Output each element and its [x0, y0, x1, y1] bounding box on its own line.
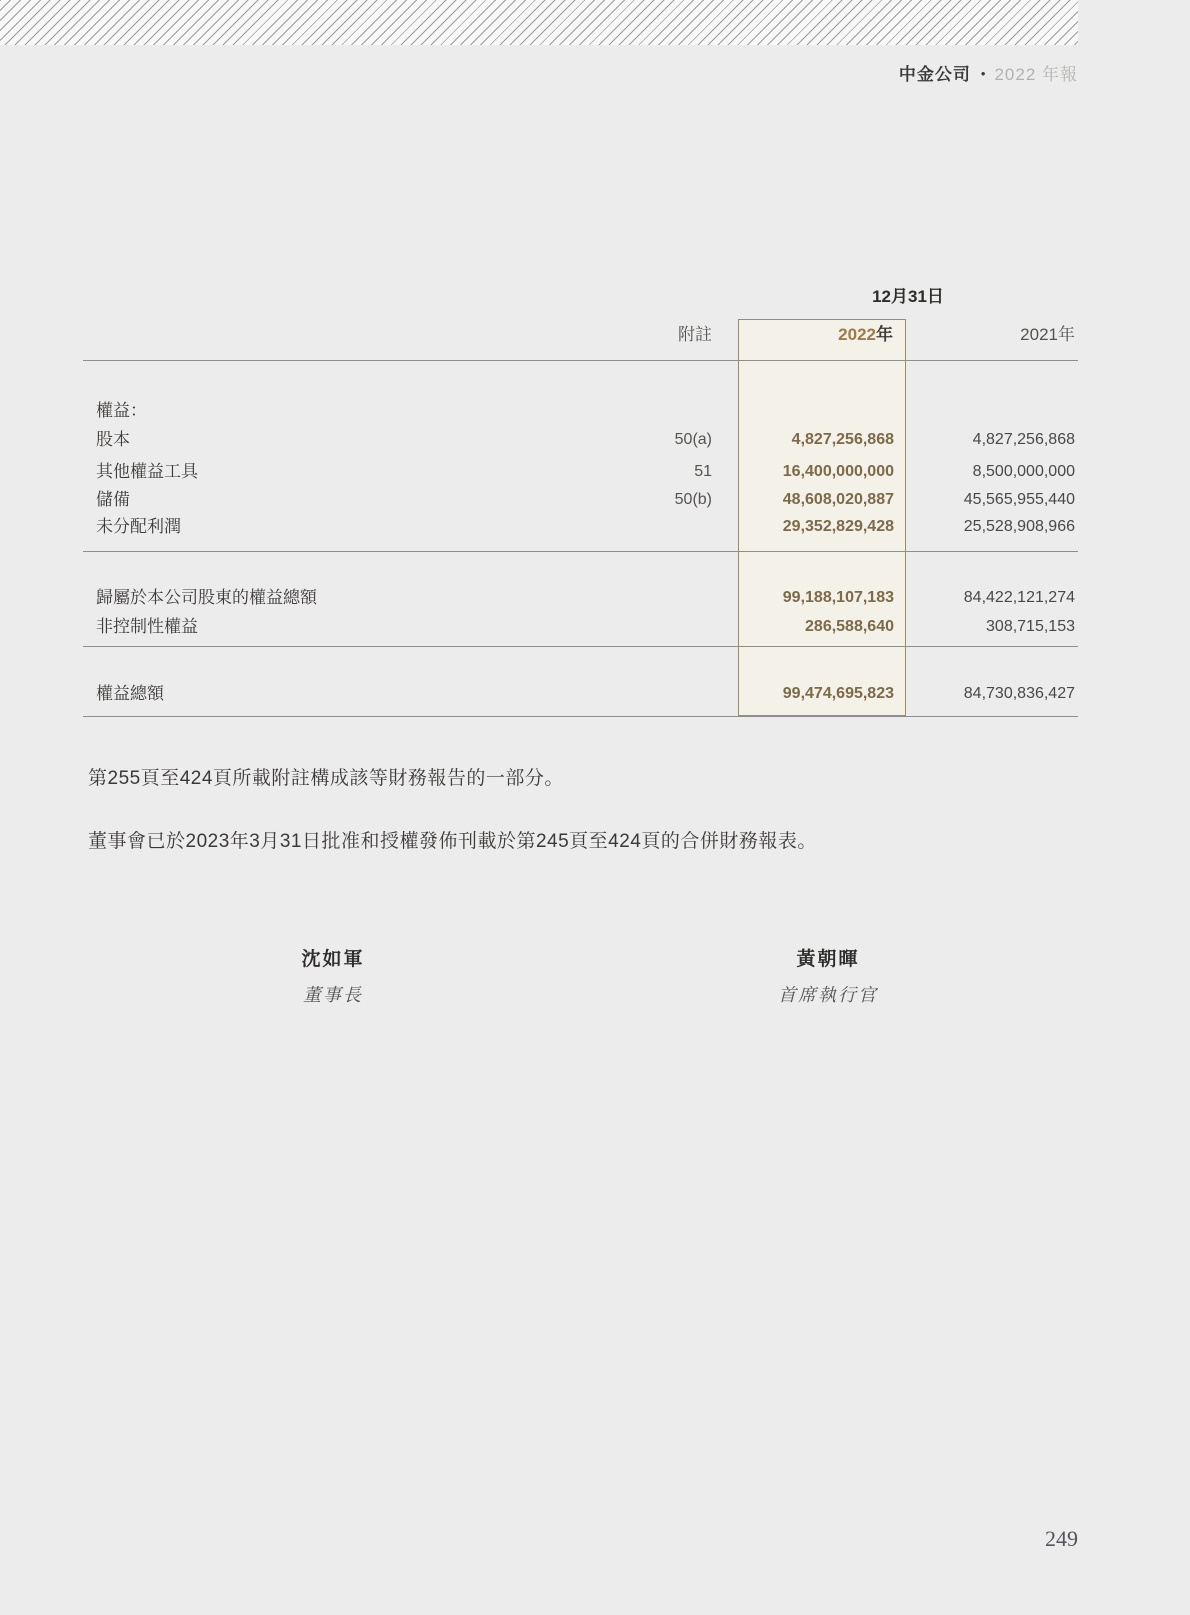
table-row: [83, 514, 1078, 540]
row-label: 權益總額: [96, 684, 164, 703]
row-value-2021: 8,500,000,000: [972, 463, 1075, 480]
row-value-2022: 99,474,695,823: [782, 685, 894, 702]
table-rule-top: [83, 360, 1078, 361]
row-label: 儲備: [96, 490, 130, 509]
table-row: [83, 585, 1078, 611]
year-2022-column-header: [838, 313, 893, 357]
table-header-row: [83, 313, 1078, 357]
row-value-2022: 99,188,107,183: [782, 589, 894, 606]
year-2022-suffix: 年: [876, 325, 893, 344]
signature-ceo: [698, 944, 958, 1007]
report-year-title: 2022 年報: [994, 65, 1078, 84]
board-approval-paragraph: 董事會已於2023年3月31日批准和授權發佈刊載於第245頁至424頁的合併財務報表。: [88, 831, 817, 852]
table-rule-total: [83, 646, 1078, 647]
company-name: 中金公司: [898, 65, 971, 84]
table-row: [83, 681, 1078, 707]
row-note-ref: 51: [694, 463, 712, 480]
row-value-2021: 308,715,153: [986, 618, 1075, 635]
hatch-pattern-band: [0, 0, 1078, 45]
row-note-ref: 50(b): [674, 491, 712, 508]
row-label: 未分配利潤: [96, 517, 181, 536]
page-number: 249: [1045, 1526, 1078, 1551]
row-value-2021: 45,565,955,440: [963, 491, 1075, 508]
row-label: 非控制性權益: [96, 617, 198, 636]
row-label: 股本: [96, 430, 130, 449]
table-rule-subtotal: [83, 551, 1078, 552]
notes-reference-paragraph: 第255頁至424頁所載附註構成該等財務報告的一部分。: [88, 768, 564, 789]
year-2022-value: 2022: [838, 325, 876, 344]
year-2021-column-header: 2021年: [1020, 325, 1075, 344]
row-label: 權益：: [96, 401, 147, 420]
row-note-ref: 50(a): [674, 431, 712, 448]
row-value-2021: 84,730,836,427: [963, 685, 1075, 702]
row-value-2021: 84,422,121,274: [963, 589, 1075, 606]
table-row: [83, 427, 1078, 453]
table-row: [83, 398, 1078, 424]
table-row: [83, 487, 1078, 513]
signatory-title: 首席執行官: [778, 985, 878, 1005]
row-value-2022: 16,400,000,000: [782, 463, 894, 480]
page-header: [0, 60, 1078, 85]
signatory-name: 黃朝暉: [796, 949, 860, 970]
date-column-header: 12月31日: [872, 287, 944, 306]
row-value-2022: 29,352,829,428: [782, 518, 894, 535]
table-row: [83, 459, 1078, 485]
signatory-name: 沈如軍: [301, 949, 365, 970]
row-value-2021: 25,528,908,966: [963, 518, 1075, 535]
equity-table: [83, 280, 1078, 717]
bullet-separator-icon: •: [980, 66, 987, 81]
table-row: [83, 614, 1078, 640]
row-label: 其他權益工具: [96, 462, 198, 481]
signature-chairman: [203, 944, 463, 1007]
row-value-2022: 48,608,020,887: [782, 491, 894, 508]
table-rule-bottom: [83, 716, 1078, 717]
row-value-2022: 286,588,640: [805, 618, 894, 635]
row-value-2022: 4,827,256,868: [791, 431, 894, 448]
note-column-header: 附註: [678, 325, 712, 344]
signatory-title: 董事長: [303, 985, 363, 1005]
row-label: 歸屬於本公司股東的權益總額: [96, 588, 317, 607]
row-value-2021: 4,827,256,868: [972, 431, 1075, 448]
